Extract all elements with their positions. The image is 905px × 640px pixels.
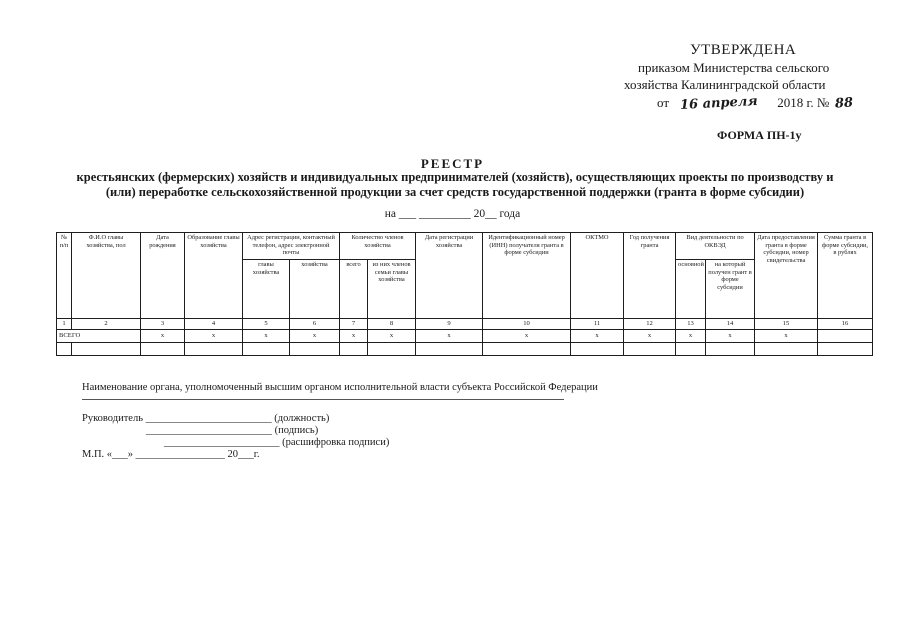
header-okved-main: основной xyxy=(676,260,706,319)
blank-cell xyxy=(368,343,416,356)
total-cell-x: х xyxy=(290,330,340,343)
total-cell-x: х xyxy=(368,330,416,343)
approval-year: 2018 г. № xyxy=(777,95,830,110)
subtitle-line-2: (или) переработке сельскохозяйственной продукции за счет средств государственной поддержки (гранта в форме субсидии) xyxy=(105,185,805,199)
total-label: ВСЕГО xyxy=(57,330,141,343)
organ-fill-line xyxy=(82,399,564,400)
registry-table xyxy=(56,232,873,356)
total-cell-x: х xyxy=(483,330,571,343)
signature-decoding-line: ______________________ (расшифровка подписи) xyxy=(164,437,390,448)
total-cell-x: х xyxy=(141,330,185,343)
header-oktmo: ОКТМО xyxy=(571,233,624,319)
column-number: 1 xyxy=(57,319,72,330)
document-subtitle xyxy=(40,170,870,200)
approval-from-prefix: от xyxy=(657,95,670,110)
header-fio: Ф.И.О главы хозяйства, пол xyxy=(72,233,141,319)
column-number: 5 xyxy=(243,319,290,330)
column-number: 2 xyxy=(72,319,141,330)
column-number: 9 xyxy=(416,319,483,330)
blank-cell xyxy=(72,343,141,356)
organ-label: Наименование органа, уполномоченный высшим органом исполнительной власти субъекта Российской Федерации xyxy=(82,382,598,393)
seal-date-line: М.П. «___» _________________ 20___г. xyxy=(82,449,260,460)
total-cell-x: х xyxy=(243,330,290,343)
total-cell-x: х xyxy=(676,330,706,343)
column-number: 14 xyxy=(706,319,755,330)
document-title: РЕЕСТР xyxy=(420,156,485,171)
total-cell-x: х xyxy=(755,330,818,343)
approval-date-line xyxy=(657,93,869,114)
blank-cell xyxy=(676,343,706,356)
blank-cell xyxy=(624,343,676,356)
header-address: Адрес регистрации, контактный телефон, адрес электронной почты xyxy=(243,233,340,260)
total-cell-x: х xyxy=(706,330,755,343)
header-grant-date: Дата предоставления гранта в форме субсидии, номер свидетельства xyxy=(755,233,818,319)
header-okved-grant: на который получен грант в форме субсидии xyxy=(706,260,755,319)
header-okved: Вид деятельности по ОКВЭД xyxy=(676,233,755,260)
column-number: 8 xyxy=(368,319,416,330)
table-header-row-1 xyxy=(57,233,873,260)
blank-cell xyxy=(571,343,624,356)
form-code: ФОРМА ПН-1у xyxy=(717,128,802,142)
header-address-head: главы хозяйства xyxy=(243,260,290,319)
total-amount-cell xyxy=(818,330,873,343)
column-number: 6 xyxy=(290,319,340,330)
blank-cell xyxy=(416,343,483,356)
total-cell-x: х xyxy=(416,330,483,343)
total-cell-x: х xyxy=(185,330,243,343)
header-birth-date: Дата рождения xyxy=(141,233,185,319)
blank-row xyxy=(57,343,873,356)
column-number: 15 xyxy=(755,319,818,330)
header-reg-date: Дата регистрации хозяйства xyxy=(416,233,483,319)
approval-line-2: хозяйства Калининградской области xyxy=(624,77,826,92)
column-number: 4 xyxy=(185,319,243,330)
total-cell-x: х xyxy=(571,330,624,343)
blank-cell xyxy=(818,343,873,356)
total-cell-x: х xyxy=(624,330,676,343)
blank-cell xyxy=(290,343,340,356)
blank-cell xyxy=(340,343,368,356)
header-members-family: из них членов семьи главы хозяйства xyxy=(368,260,416,319)
header-num: № п/п xyxy=(57,233,72,319)
column-numbers-row xyxy=(57,319,873,330)
head-position-line: Руководитель ________________________ (должность) xyxy=(82,413,330,424)
handwritten-order-number: 88 xyxy=(834,95,854,112)
header-inn: Идентификационный номер (ИНН) получателя гранта в форме субсидии xyxy=(483,233,571,319)
header-address-farm: хозяйства xyxy=(290,260,340,319)
signature-line: ________________________ (подпись) xyxy=(146,425,319,436)
subtitle-line-1: крестьянских (фермерских) хозяйств и индивидуальных предпринимателей (хозяйств), осуществляющих проекты по производству и xyxy=(76,170,834,184)
header-grant-year: Год получения гранта xyxy=(624,233,676,319)
total-row xyxy=(57,330,873,343)
column-number: 11 xyxy=(571,319,624,330)
as-of-date: на ___ _________ 20__ года xyxy=(384,208,521,220)
blank-cell xyxy=(57,343,72,356)
handwritten-date: 16 апреля xyxy=(679,93,759,114)
blank-cell xyxy=(706,343,755,356)
header-members-total: всего xyxy=(340,260,368,319)
header-education: Образование главы хозяйства xyxy=(185,233,243,319)
column-number: 12 xyxy=(624,319,676,330)
blank-cell xyxy=(483,343,571,356)
blank-cell xyxy=(243,343,290,356)
column-number: 3 xyxy=(141,319,185,330)
header-members: Количество членов хозяйства xyxy=(340,233,416,260)
blank-cell xyxy=(185,343,243,356)
column-number: 7 xyxy=(340,319,368,330)
approval-title: УТВЕРЖДЕНА xyxy=(690,42,797,58)
column-number: 16 xyxy=(818,319,873,330)
column-number: 10 xyxy=(483,319,571,330)
approval-line-1: приказом Министерства сельского xyxy=(638,60,830,75)
header-amount: Сумма гранта в форме субсидии, в рублях xyxy=(818,233,873,319)
column-number: 13 xyxy=(676,319,706,330)
total-cell-x: х xyxy=(340,330,368,343)
blank-cell xyxy=(755,343,818,356)
blank-cell xyxy=(141,343,185,356)
